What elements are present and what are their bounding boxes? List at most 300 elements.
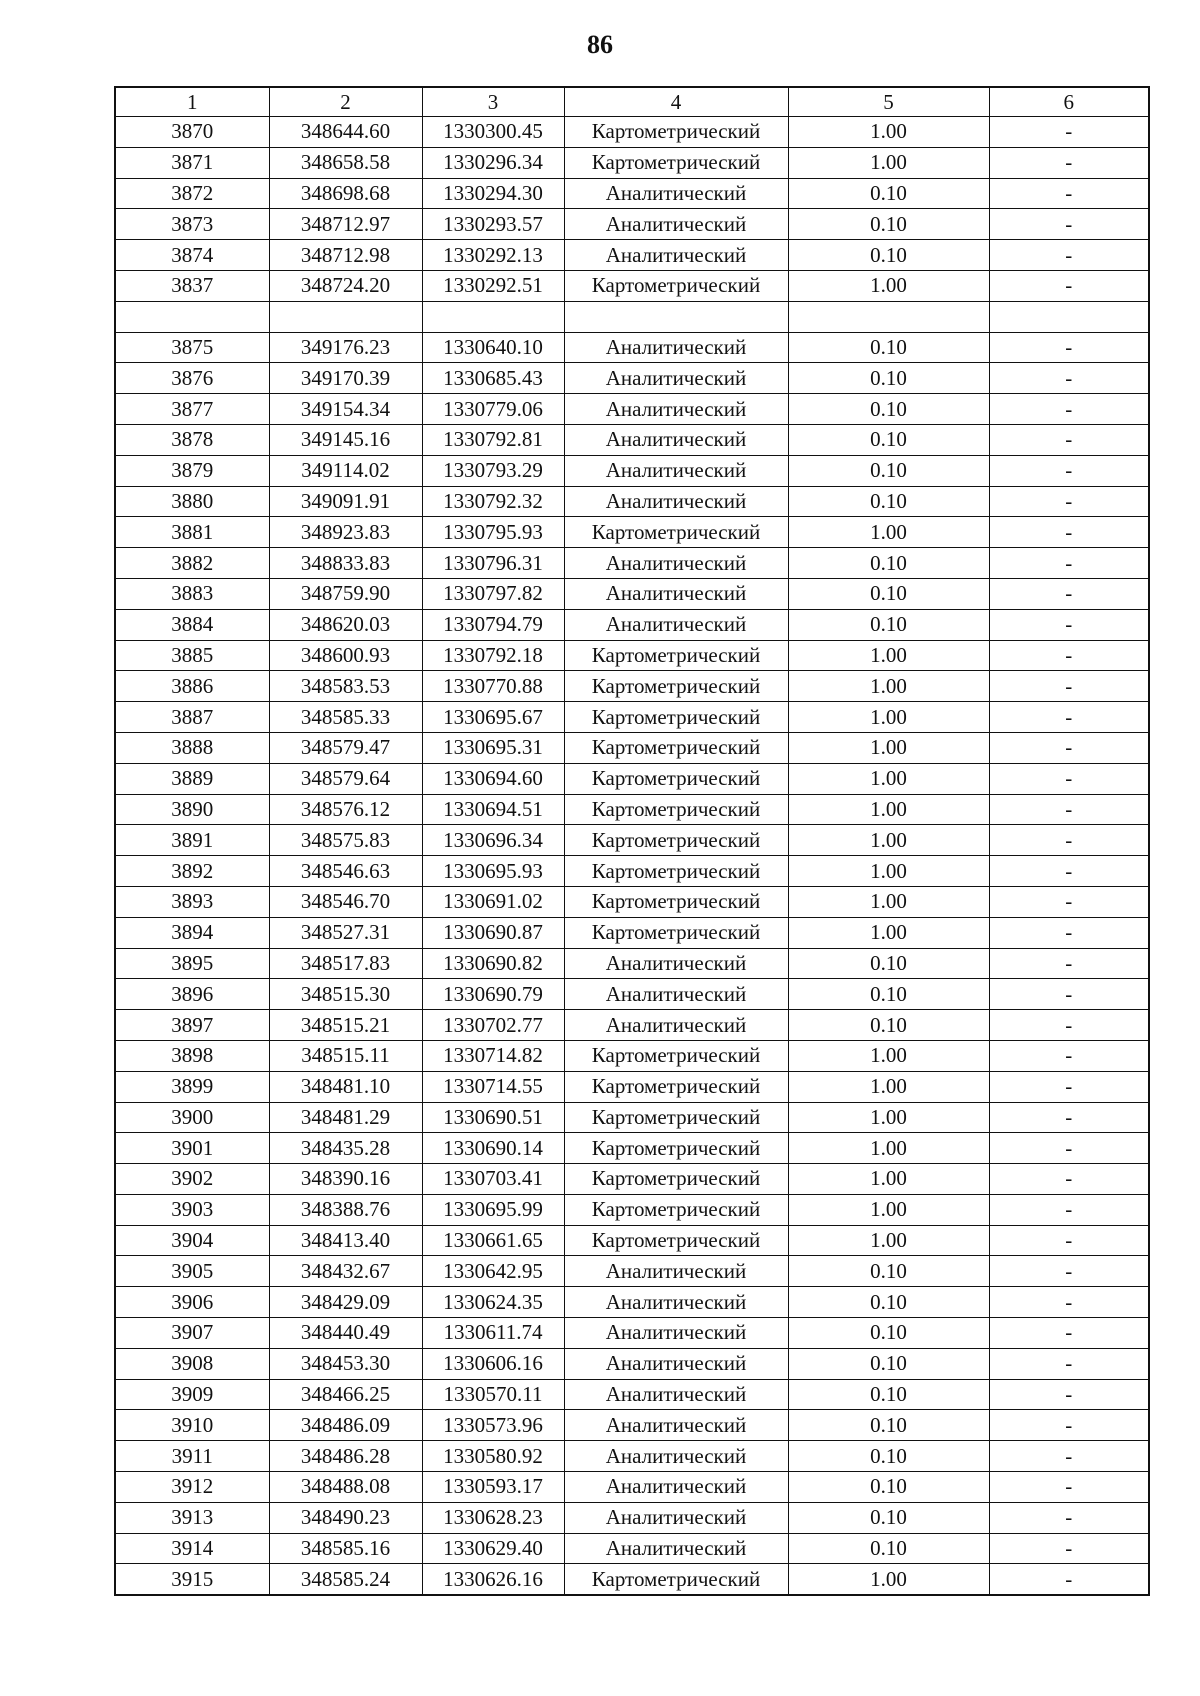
note-cell: - [989, 1379, 1149, 1410]
y-coordinate-cell: 1330792.81 [422, 424, 564, 455]
y-coordinate-cell: 1330690.14 [422, 1133, 564, 1164]
method-cell: Картометрический [564, 702, 788, 733]
point-number-cell: 3896 [115, 979, 269, 1010]
table-row [115, 301, 1149, 332]
point-number-cell: 3876 [115, 363, 269, 394]
note-cell: - [989, 424, 1149, 455]
table-row [115, 209, 1149, 240]
note-cell: - [989, 1472, 1149, 1503]
column-header-5: 5 [788, 87, 989, 117]
x-coordinate-cell: 348644.60 [269, 117, 422, 148]
table-row [115, 178, 1149, 209]
method-cell: Аналитический [564, 1287, 788, 1318]
accuracy-cell: 1.00 [788, 517, 989, 548]
x-coordinate-cell: 348576.12 [269, 794, 422, 825]
table-row [115, 548, 1149, 579]
point-number-cell: 3871 [115, 147, 269, 178]
accuracy-cell: 0.10 [788, 1472, 989, 1503]
note-cell: - [989, 671, 1149, 702]
accuracy-cell: 1.00 [788, 1164, 989, 1195]
y-coordinate-cell: 1330628.23 [422, 1502, 564, 1533]
table-row [115, 1564, 1149, 1595]
note-cell: - [989, 1287, 1149, 1318]
accuracy-cell: 0.10 [788, 332, 989, 363]
x-coordinate-cell: 348517.83 [269, 948, 422, 979]
method-cell: Аналитический [564, 609, 788, 640]
x-coordinate-cell: 348585.24 [269, 1564, 422, 1595]
accuracy-cell: 0.10 [788, 979, 989, 1010]
x-coordinate-cell: 348759.90 [269, 578, 422, 609]
table-row [115, 1102, 1149, 1133]
y-coordinate-cell: 1330685.43 [422, 363, 564, 394]
method-cell: Аналитический [564, 1502, 788, 1533]
method-cell: Картометрический [564, 671, 788, 702]
method-cell: Аналитический [564, 1318, 788, 1349]
y-coordinate-cell: 1330714.82 [422, 1040, 564, 1071]
method-cell: Картометрический [564, 917, 788, 948]
method-cell [564, 301, 788, 332]
method-cell: Картометрический [564, 1071, 788, 1102]
column-header-4: 4 [564, 87, 788, 117]
y-coordinate-cell: 1330690.79 [422, 979, 564, 1010]
note-cell: - [989, 886, 1149, 917]
column-header-1: 1 [115, 87, 269, 117]
point-number-cell: 3890 [115, 794, 269, 825]
note-cell: - [989, 794, 1149, 825]
point-number-cell: 3915 [115, 1564, 269, 1595]
point-number-cell: 3911 [115, 1441, 269, 1472]
x-coordinate-cell: 348388.76 [269, 1194, 422, 1225]
table-row [115, 394, 1149, 425]
note-cell: - [989, 332, 1149, 363]
note-cell: - [989, 117, 1149, 148]
point-number-cell: 3880 [115, 486, 269, 517]
note-cell: - [989, 1502, 1149, 1533]
table-row [115, 1379, 1149, 1410]
method-cell: Аналитический [564, 548, 788, 579]
point-number-cell: 3914 [115, 1533, 269, 1564]
x-coordinate-cell: 348585.33 [269, 702, 422, 733]
accuracy-cell: 0.10 [788, 948, 989, 979]
note-cell: - [989, 1071, 1149, 1102]
point-number-cell: 3898 [115, 1040, 269, 1071]
point-number-cell: 3887 [115, 702, 269, 733]
y-coordinate-cell: 1330694.51 [422, 794, 564, 825]
y-coordinate-cell: 1330573.96 [422, 1410, 564, 1441]
table-header [115, 87, 1149, 117]
y-coordinate-cell: 1330593.17 [422, 1472, 564, 1503]
point-number-cell: 3882 [115, 548, 269, 579]
y-coordinate-cell: 1330694.60 [422, 763, 564, 794]
y-coordinate-cell: 1330792.18 [422, 640, 564, 671]
note-cell: - [989, 548, 1149, 579]
point-number-cell: 3879 [115, 455, 269, 486]
method-cell: Аналитический [564, 1010, 788, 1041]
accuracy-cell: 1.00 [788, 1194, 989, 1225]
note-cell: - [989, 1040, 1149, 1071]
note-cell: - [989, 578, 1149, 609]
table-row [115, 763, 1149, 794]
note-cell: - [989, 517, 1149, 548]
method-cell: Картометрический [564, 640, 788, 671]
table-row [115, 1533, 1149, 1564]
table-row [115, 424, 1149, 455]
note-cell: - [989, 609, 1149, 640]
y-coordinate-cell: 1330695.93 [422, 856, 564, 887]
point-number-cell: 3910 [115, 1410, 269, 1441]
page-number: 86 [587, 30, 613, 59]
method-cell: Аналитический [564, 1256, 788, 1287]
accuracy-cell: 0.10 [788, 1348, 989, 1379]
table-row [115, 1410, 1149, 1441]
point-number-cell: 3874 [115, 240, 269, 271]
method-cell: Картометрический [564, 886, 788, 917]
y-coordinate-cell: 1330292.13 [422, 240, 564, 271]
point-number-cell: 3893 [115, 886, 269, 917]
point-number-cell: 3904 [115, 1225, 269, 1256]
x-coordinate-cell: 348583.53 [269, 671, 422, 702]
y-coordinate-cell: 1330294.30 [422, 178, 564, 209]
accuracy-cell: 0.10 [788, 1287, 989, 1318]
note-cell: - [989, 455, 1149, 486]
method-cell: Аналитический [564, 1410, 788, 1441]
method-cell: Картометрический [564, 1564, 788, 1595]
accuracy-cell: 1.00 [788, 1102, 989, 1133]
x-coordinate-cell: 348413.40 [269, 1225, 422, 1256]
y-coordinate-cell: 1330796.31 [422, 548, 564, 579]
x-coordinate-cell: 349170.39 [269, 363, 422, 394]
y-coordinate-cell: 1330293.57 [422, 209, 564, 240]
method-cell: Картометрический [564, 1040, 788, 1071]
accuracy-cell: 0.10 [788, 1010, 989, 1041]
point-number-cell: 3872 [115, 178, 269, 209]
accuracy-cell: 1.00 [788, 1040, 989, 1071]
point-number-cell: 3875 [115, 332, 269, 363]
accuracy-cell: 0.10 [788, 578, 989, 609]
x-coordinate-cell: 348923.83 [269, 517, 422, 548]
note-cell: - [989, 1164, 1149, 1195]
note-cell: - [989, 486, 1149, 517]
x-coordinate-cell: 348724.20 [269, 270, 422, 301]
note-cell: - [989, 1225, 1149, 1256]
accuracy-cell: 0.10 [788, 455, 989, 486]
y-coordinate-cell: 1330296.34 [422, 147, 564, 178]
table-row [115, 794, 1149, 825]
method-cell: Аналитический [564, 486, 788, 517]
table-row [115, 455, 1149, 486]
x-coordinate-cell: 348432.67 [269, 1256, 422, 1287]
accuracy-cell: 0.10 [788, 424, 989, 455]
accuracy-cell: 1.00 [788, 732, 989, 763]
point-number-cell: 3891 [115, 825, 269, 856]
y-coordinate-cell: 1330797.82 [422, 578, 564, 609]
note-cell: - [989, 917, 1149, 948]
point-number-cell [115, 301, 269, 332]
y-coordinate-cell: 1330703.41 [422, 1164, 564, 1195]
note-cell: - [989, 270, 1149, 301]
table-row [115, 1133, 1149, 1164]
point-number-cell: 3912 [115, 1472, 269, 1503]
method-cell: Картометрический [564, 1225, 788, 1256]
accuracy-cell: 1.00 [788, 794, 989, 825]
x-coordinate-cell: 348546.70 [269, 886, 422, 917]
point-number-cell: 3899 [115, 1071, 269, 1102]
y-coordinate-cell: 1330714.55 [422, 1071, 564, 1102]
accuracy-cell: 1.00 [788, 671, 989, 702]
y-coordinate-cell: 1330292.51 [422, 270, 564, 301]
table-row [115, 332, 1149, 363]
x-coordinate-cell: 349176.23 [269, 332, 422, 363]
x-coordinate-cell: 348579.64 [269, 763, 422, 794]
point-number-cell: 3886 [115, 671, 269, 702]
table-body [115, 117, 1149, 1596]
table-row [115, 609, 1149, 640]
note-cell: - [989, 979, 1149, 1010]
point-number-cell: 3873 [115, 209, 269, 240]
accuracy-cell: 0.10 [788, 209, 989, 240]
point-number-cell: 3885 [115, 640, 269, 671]
table-row [115, 1194, 1149, 1225]
x-coordinate-cell: 348466.25 [269, 1379, 422, 1410]
y-coordinate-cell: 1330702.77 [422, 1010, 564, 1041]
y-coordinate-cell: 1330695.31 [422, 732, 564, 763]
x-coordinate-cell: 348490.23 [269, 1502, 422, 1533]
note-cell: - [989, 1194, 1149, 1225]
table-row [115, 578, 1149, 609]
method-cell: Аналитический [564, 1348, 788, 1379]
x-coordinate-cell: 348515.11 [269, 1040, 422, 1071]
table-row [115, 825, 1149, 856]
point-number-cell: 3913 [115, 1502, 269, 1533]
table-row [115, 1287, 1149, 1318]
x-coordinate-cell: 348486.09 [269, 1410, 422, 1441]
x-coordinate-cell: 348488.08 [269, 1472, 422, 1503]
y-coordinate-cell: 1330606.16 [422, 1348, 564, 1379]
accuracy-cell: 0.10 [788, 548, 989, 579]
note-cell: - [989, 178, 1149, 209]
x-coordinate-cell: 348833.83 [269, 548, 422, 579]
y-coordinate-cell: 1330690.87 [422, 917, 564, 948]
y-coordinate-cell: 1330580.92 [422, 1441, 564, 1472]
table-row [115, 1348, 1149, 1379]
note-cell: - [989, 702, 1149, 733]
y-coordinate-cell [422, 301, 564, 332]
accuracy-cell: 1.00 [788, 1133, 989, 1164]
x-coordinate-cell: 348600.93 [269, 640, 422, 671]
table-row [115, 1040, 1149, 1071]
point-number-cell: 3889 [115, 763, 269, 794]
table-row [115, 1472, 1149, 1503]
accuracy-cell: 0.10 [788, 1441, 989, 1472]
note-cell: - [989, 1441, 1149, 1472]
note-cell: - [989, 1318, 1149, 1349]
table-row [115, 486, 1149, 517]
accuracy-cell: 1.00 [788, 825, 989, 856]
accuracy-cell: 1.00 [788, 117, 989, 148]
y-coordinate-cell: 1330695.99 [422, 1194, 564, 1225]
note-cell: - [989, 394, 1149, 425]
y-coordinate-cell: 1330626.16 [422, 1564, 564, 1595]
x-coordinate-cell: 348527.31 [269, 917, 422, 948]
note-cell: - [989, 240, 1149, 271]
x-coordinate-cell: 348390.16 [269, 1164, 422, 1195]
point-number-cell: 3908 [115, 1348, 269, 1379]
x-coordinate-cell: 348435.28 [269, 1133, 422, 1164]
method-cell: Аналитический [564, 1472, 788, 1503]
y-coordinate-cell: 1330640.10 [422, 332, 564, 363]
table-row [115, 702, 1149, 733]
y-coordinate-cell: 1330570.11 [422, 1379, 564, 1410]
column-header-2: 2 [269, 87, 422, 117]
accuracy-cell: 1.00 [788, 1564, 989, 1595]
table-row [115, 1318, 1149, 1349]
table-row [115, 917, 1149, 948]
table-row [115, 1256, 1149, 1287]
y-coordinate-cell: 1330794.79 [422, 609, 564, 640]
method-cell: Аналитический [564, 394, 788, 425]
table-row [115, 1225, 1149, 1256]
accuracy-cell: 1.00 [788, 147, 989, 178]
y-coordinate-cell: 1330696.34 [422, 825, 564, 856]
method-cell: Аналитический [564, 948, 788, 979]
table-row [115, 517, 1149, 548]
x-coordinate-cell: 348429.09 [269, 1287, 422, 1318]
x-coordinate-cell: 348515.30 [269, 979, 422, 1010]
table-row [115, 856, 1149, 887]
table-row [115, 948, 1149, 979]
x-coordinate-cell: 348712.97 [269, 209, 422, 240]
point-number-cell: 3884 [115, 609, 269, 640]
x-coordinate-cell: 348585.16 [269, 1533, 422, 1564]
y-coordinate-cell: 1330792.32 [422, 486, 564, 517]
accuracy-cell: 0.10 [788, 1379, 989, 1410]
note-cell: - [989, 1348, 1149, 1379]
accuracy-cell: 0.10 [788, 486, 989, 517]
method-cell: Аналитический [564, 578, 788, 609]
method-cell: Картометрический [564, 147, 788, 178]
point-number-cell: 3837 [115, 270, 269, 301]
column-header-3: 3 [422, 87, 564, 117]
table-row [115, 886, 1149, 917]
y-coordinate-cell: 1330690.82 [422, 948, 564, 979]
point-number-cell: 3897 [115, 1010, 269, 1041]
x-coordinate-cell: 348481.29 [269, 1102, 422, 1133]
note-cell: - [989, 763, 1149, 794]
table-row [115, 240, 1149, 271]
x-coordinate-cell: 348453.30 [269, 1348, 422, 1379]
table-row [115, 1071, 1149, 1102]
accuracy-cell: 0.10 [788, 609, 989, 640]
point-number-cell: 3883 [115, 578, 269, 609]
table-row [115, 1164, 1149, 1195]
method-cell: Аналитический [564, 363, 788, 394]
accuracy-cell: 1.00 [788, 886, 989, 917]
method-cell: Аналитический [564, 178, 788, 209]
note-cell: - [989, 1102, 1149, 1133]
column-header-6: 6 [989, 87, 1149, 117]
table-row [115, 1010, 1149, 1041]
accuracy-cell: 1.00 [788, 640, 989, 671]
point-number-cell: 3892 [115, 856, 269, 887]
accuracy-cell: 1.00 [788, 856, 989, 887]
x-coordinate-cell: 348658.58 [269, 147, 422, 178]
point-number-cell: 3878 [115, 424, 269, 455]
table-row [115, 979, 1149, 1010]
table-row [115, 1502, 1149, 1533]
method-cell: Аналитический [564, 1533, 788, 1564]
x-coordinate-cell [269, 301, 422, 332]
accuracy-cell: 0.10 [788, 178, 989, 209]
x-coordinate-cell: 348575.83 [269, 825, 422, 856]
point-number-cell: 3903 [115, 1194, 269, 1225]
note-cell: - [989, 147, 1149, 178]
method-cell: Картометрический [564, 1133, 788, 1164]
method-cell: Картометрический [564, 517, 788, 548]
x-coordinate-cell: 349154.34 [269, 394, 422, 425]
point-number-cell: 3902 [115, 1164, 269, 1195]
point-number-cell: 3870 [115, 117, 269, 148]
accuracy-cell: 1.00 [788, 917, 989, 948]
method-cell: Картометрический [564, 825, 788, 856]
table-row [115, 640, 1149, 671]
point-number-cell: 3900 [115, 1102, 269, 1133]
method-cell: Картометрический [564, 270, 788, 301]
accuracy-cell: 1.00 [788, 763, 989, 794]
note-cell: - [989, 640, 1149, 671]
accuracy-cell [788, 301, 989, 332]
method-cell: Аналитический [564, 209, 788, 240]
note-cell: - [989, 856, 1149, 887]
y-coordinate-cell: 1330661.65 [422, 1225, 564, 1256]
point-number-cell: 3895 [115, 948, 269, 979]
method-cell: Аналитический [564, 979, 788, 1010]
x-coordinate-cell: 349091.91 [269, 486, 422, 517]
method-cell: Картометрический [564, 1194, 788, 1225]
point-number-cell: 3877 [115, 394, 269, 425]
method-cell: Картометрический [564, 1102, 788, 1133]
point-number-cell: 3881 [115, 517, 269, 548]
table-row [115, 732, 1149, 763]
x-coordinate-cell: 348546.63 [269, 856, 422, 887]
table-row [115, 147, 1149, 178]
method-cell: Аналитический [564, 1379, 788, 1410]
x-coordinate-cell: 348620.03 [269, 609, 422, 640]
note-cell: - [989, 825, 1149, 856]
note-cell: - [989, 1410, 1149, 1441]
accuracy-cell: 0.10 [788, 394, 989, 425]
method-cell: Аналитический [564, 240, 788, 271]
note-cell: - [989, 363, 1149, 394]
point-number-cell: 3888 [115, 732, 269, 763]
y-coordinate-cell: 1330300.45 [422, 117, 564, 148]
x-coordinate-cell: 349145.16 [269, 424, 422, 455]
x-coordinate-cell: 348440.49 [269, 1318, 422, 1349]
accuracy-cell: 0.10 [788, 1502, 989, 1533]
method-cell: Картометрический [564, 763, 788, 794]
y-coordinate-cell: 1330779.06 [422, 394, 564, 425]
y-coordinate-cell: 1330629.40 [422, 1533, 564, 1564]
point-number-cell: 3905 [115, 1256, 269, 1287]
x-coordinate-cell: 348712.98 [269, 240, 422, 271]
method-cell: Аналитический [564, 424, 788, 455]
x-coordinate-cell: 348579.47 [269, 732, 422, 763]
accuracy-cell: 1.00 [788, 1225, 989, 1256]
accuracy-cell: 0.10 [788, 1256, 989, 1287]
method-cell: Картометрический [564, 794, 788, 825]
table-row [115, 117, 1149, 148]
table-row [115, 671, 1149, 702]
method-cell: Аналитический [564, 455, 788, 486]
